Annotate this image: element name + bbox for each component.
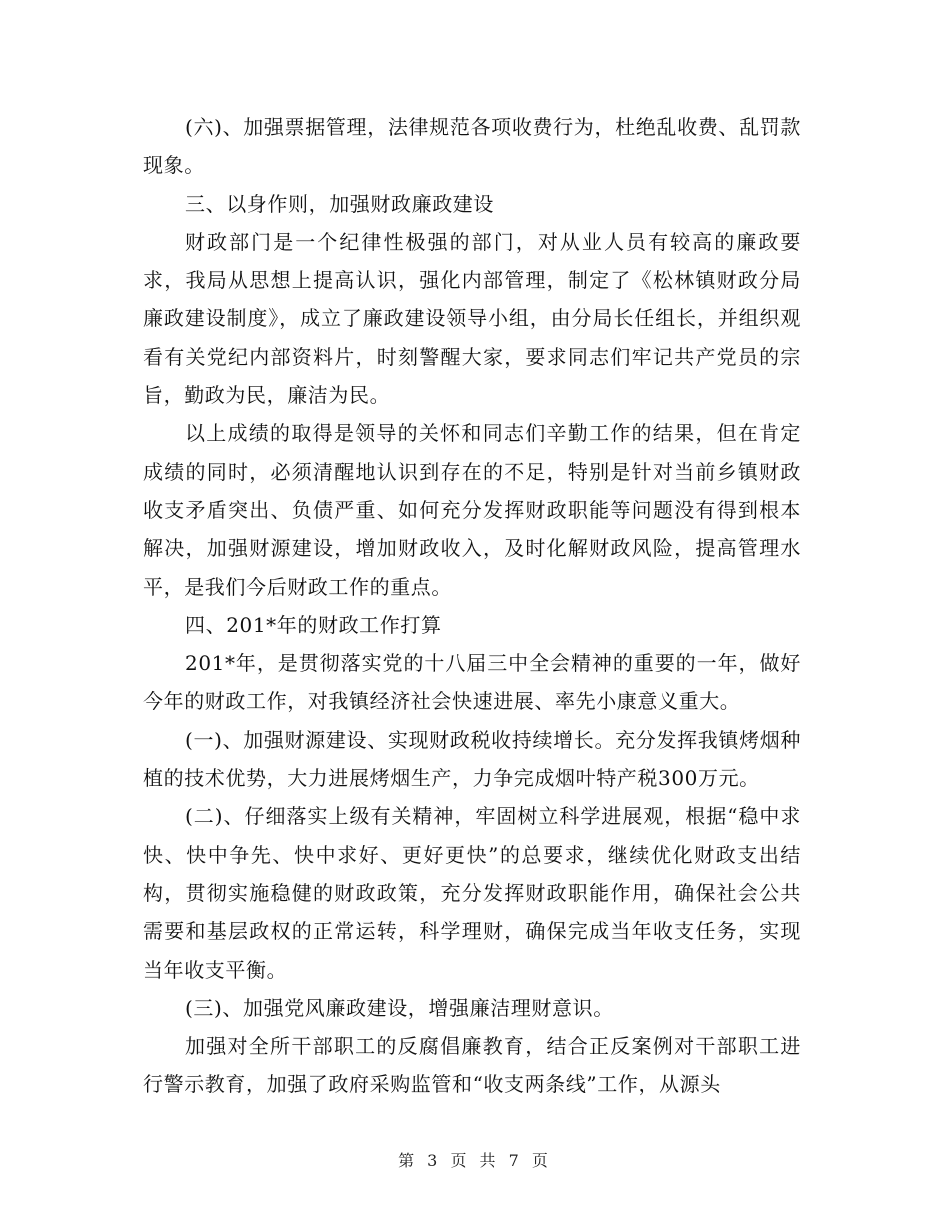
document-body [143, 108, 801, 1104]
paragraph-item-three: (三)、加强党风廉政建设，增强廉洁理财意识。 [185, 995, 614, 1020]
paragraph-item-one: (一)、加强财源建设、实现财政税收持续增长。充分发挥我镇烤烟种植的技术优势，大力进展烤烟生产，力争完成烟叶特产税300万元。 [143, 727, 801, 791]
paragraph-year-overview: 201*年，是贯彻落实党的十八届三中全会精神的重要的一年，做好今年的财政工作，对我镇经济社会快速进展、率先小康意义重大。 [143, 651, 801, 714]
paragraph-item-two: (二)、仔细落实上级有关精神，牢固树立科学进展观，根据“稳中求快、快中争先、快中求好、更好更快”的总要求，继续优化财政支出结构，贯彻实施稳健的财政政策，充分发挥财政职能作用，确保社会公共需要和基层政权的正常运转，科学理财，确保完成当年收支任务，实现当年收支平衡。 [143, 804, 801, 982]
paragraph-achievements-shortcomings: 以上成绩的取得是领导的关怀和同志们辛勤工作的结果，但在肯定成绩的同时，必须清醒地认识到存在的不足，特别是针对当前乡镇财政收支矛盾突出、负债严重、如何充分发挥财政职能等问题没有得到根本解决，加强财源建设，增加财政收入，及时化解财政风险，提高管理水平，是我们今后财政工作的重点。 [143, 421, 801, 599]
paragraph-ticket-management: (六)、加强票据管理，法律规范各项收费行为，杜绝乱收费、乱罚款现象。 [143, 115, 801, 178]
paragraph-integrity-system: 财政部门是一个纪律性极强的部门，对从业人员有较高的廉政要求，我局从思想上提高认识，强化内部管理，制定了《松林镇财政分局廉政建设制度》，成立了廉政建设领导小组，由分局长任组长，并组织观看有关党纪内部资料片，时刻警醒大家，要求同志们牢记共产党员的宗旨，勤政为民，廉洁为民。 [143, 229, 801, 408]
heading-section-four: 四、201*年的财政工作打算 [185, 612, 442, 637]
page-number-footer: 第 3 页 共 7 页 [398, 1151, 552, 1170]
heading-section-three: 三、以身作则，加强财政廉政建设 [185, 191, 494, 216]
paragraph-anti-corruption-education: 加强对全所干部职工的反腐倡廉教育，结合正反案例对干部职工进行警示教育，加强了政府采购监管和“收支两条线”工作，从源头 [143, 1034, 801, 1097]
